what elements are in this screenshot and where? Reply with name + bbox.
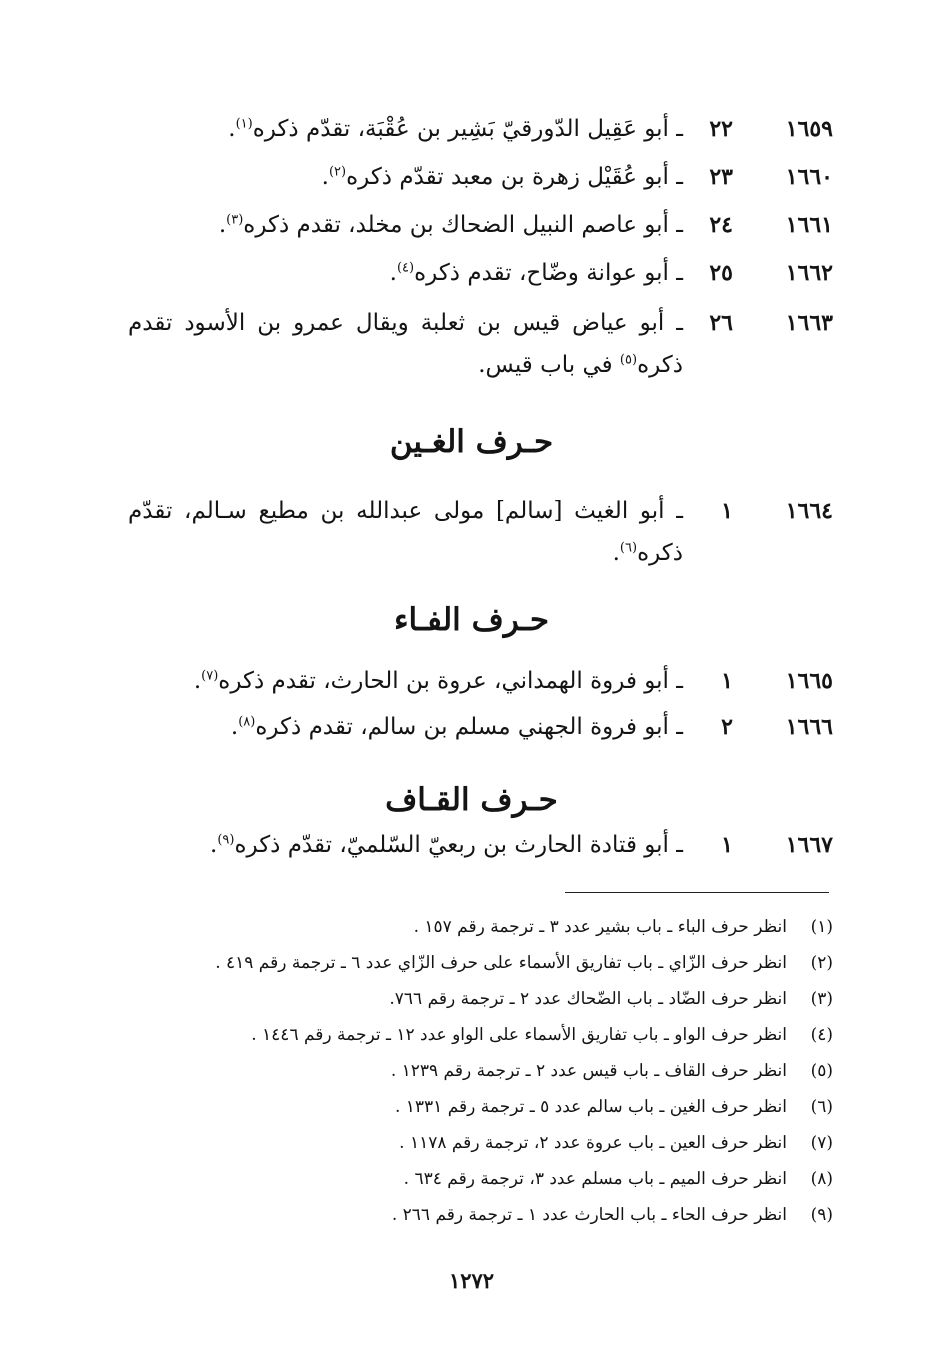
footnote-text: انظر حرف العين ـ باب عروة عدد ٢، ترجمة رقم ١١٧٨ .	[399, 1133, 787, 1153]
section-heading-qaf: حـرف القـاف	[385, 782, 558, 818]
entry-index: ٢٤	[709, 212, 733, 238]
entry-index: ١	[721, 668, 733, 694]
entry-1665	[113, 662, 833, 701]
footnote-8	[113, 1167, 833, 1191]
entry-1666	[113, 708, 833, 747]
entry-1664	[113, 490, 833, 574]
section-heading-ghain: حـرف الغـين	[389, 424, 554, 460]
footnote-ref[interactable]: (٥)	[619, 352, 638, 368]
entry-1660	[113, 158, 833, 197]
footnote-ref[interactable]: (٢)	[328, 164, 347, 180]
entry-number: ١٦٦٧	[785, 832, 833, 858]
footnote-text: انظر حرف الواو ـ باب تفاريق الأسماء على الواو عدد ١٢ ـ ترجمة رقم ١٤٤٦ .	[251, 1025, 787, 1045]
footnote-1	[113, 915, 833, 939]
entry-text: ـ أبو عوانة وضّاح، تقدم ذكره$^{(٤)}$.	[389, 260, 683, 286]
entry-text: ـ أبو عاصم النبيل الضحاك بن مخلد، تقدم ذكره$^{(٣)}$.	[218, 212, 683, 238]
footnote-ref[interactable]: (٤)	[396, 260, 415, 276]
footnote-ref[interactable]: (٣)	[226, 212, 244, 228]
footnote-number: (٣)	[810, 989, 833, 1009]
page-number: ١٢٧٢	[448, 1268, 495, 1293]
entry-1662	[113, 254, 833, 293]
entry-number: ١٦٦٠	[785, 164, 833, 190]
entry-text: ـ أبو الغيث [سالم] مولى عبدالله بن مطيع سـالم، تقدّم ذكره$^{(٦)}$.	[128, 498, 683, 566]
entry-index: ٢٥	[709, 260, 733, 286]
entry-index: ٢	[721, 714, 733, 740]
footnote-4	[113, 1023, 833, 1047]
entry-index: ١	[721, 498, 733, 524]
footnote-text: انظر حرف الباء ـ باب بشير عدد ٣ ـ ترجمة رقم ١٥٧ .	[413, 917, 787, 937]
entry-text: ـ أبو فروة الهمداني، عروة بن الحارث، تقدم ذكره$^{(٧)}$.	[193, 668, 683, 694]
footnote-7	[113, 1131, 833, 1155]
entry-1659	[113, 110, 833, 149]
section-heading-fa: حـرف الفـاء	[393, 602, 550, 638]
footnote-number: (٤)	[810, 1025, 833, 1045]
footnote-ref[interactable]: (٩)	[217, 832, 235, 848]
entry-number: ١٦٦٢	[785, 260, 833, 286]
footnote-text: انظر حرف القاف ـ باب قيس عدد ٢ ـ ترجمة رقم ١٢٣٩ .	[390, 1061, 787, 1081]
footnote-3	[113, 987, 833, 1011]
entry-number: ١٦٥٩	[785, 116, 833, 142]
footnote-number: (٥)	[810, 1061, 833, 1081]
entry-text: ـ أبو عُقَيْل زهرة بن معبد تقدّم ذكره$^{(٢)}$.	[321, 164, 683, 190]
footnote-5	[113, 1059, 833, 1083]
entry-text: ـ أبو فروة الجهني مسلم بن سالم، تقدم ذكره$^{(٨)}$.	[230, 714, 683, 740]
entry-index: ٢٦	[709, 310, 733, 336]
footnote-separator	[565, 892, 829, 893]
entry-number: ١٦٦٥	[785, 668, 833, 694]
footnote-text: انظر حرف الضّاد ـ باب الضّحاك عدد ٢ ـ ترجمة رقم ٧٦٦.	[389, 989, 787, 1009]
footnote-text: انظر حرف الميم ـ باب مسلم عدد ٣، ترجمة رقم ٦٣٤ .	[403, 1169, 787, 1189]
footnote-9	[113, 1203, 833, 1227]
footnote-2	[113, 951, 833, 975]
entry-number: ١٦٦٦	[785, 714, 833, 740]
footnote-number: (٧)	[810, 1133, 833, 1153]
footnote-6	[113, 1095, 833, 1119]
entry-text: ـ أبو قتادة الحارث بن ربعيّ السّلميّ، تقدّم ذكره$^{(٩)}$.	[210, 832, 683, 858]
footnote-number: (١)	[810, 917, 833, 937]
entry-number: ١٦٦٣	[785, 310, 833, 336]
footnote-ref[interactable]: (٧)	[201, 668, 219, 684]
footnote-text: انظر حرف الغين ـ باب سالم عدد ٥ ـ ترجمة رقم ١٣٣١ .	[394, 1097, 787, 1117]
entry-index: ٢٣	[709, 164, 733, 190]
entry-text: ـ أبو عياض قيس بن ثعلبة ويقال عمرو بن الأسود تقدم ذكره$^{(٥)}$ في باب قيس.	[128, 310, 683, 378]
footnote-number: (٦)	[810, 1097, 833, 1117]
footnote-text: انظر حرف الزّاي ـ باب تفاريق الأسماء على حرف الزّاي عدد ٦ ـ ترجمة رقم ٤١٩ .	[215, 953, 787, 973]
entry-text: ـ أبو عَقِيل الدّورقيّ بَشِير بن عُقْبَة، تقدّم ذكره$^{(١)}$.	[228, 116, 683, 142]
entry-index: ١	[721, 832, 733, 858]
footnote-ref[interactable]: (٦)	[619, 540, 638, 556]
footnote-ref[interactable]: (١)	[235, 116, 253, 132]
entry-index: ٢٢	[709, 116, 733, 142]
footnote-number: (٢)	[810, 953, 833, 973]
entry-number: ١٦٦١	[785, 212, 833, 238]
footnote-number: (٨)	[810, 1169, 833, 1189]
footnote-number: (٩)	[810, 1205, 833, 1225]
entry-number: ١٦٦٤	[785, 498, 833, 524]
entry-1667	[113, 826, 833, 865]
entry-1661	[113, 206, 833, 245]
footnote-text: انظر حرف الحاء ـ باب الحارث عدد ١ ـ ترجمة رقم ٢٦٦ .	[391, 1205, 787, 1225]
entry-1663	[113, 302, 833, 386]
footnote-ref[interactable]: (٨)	[238, 714, 256, 730]
